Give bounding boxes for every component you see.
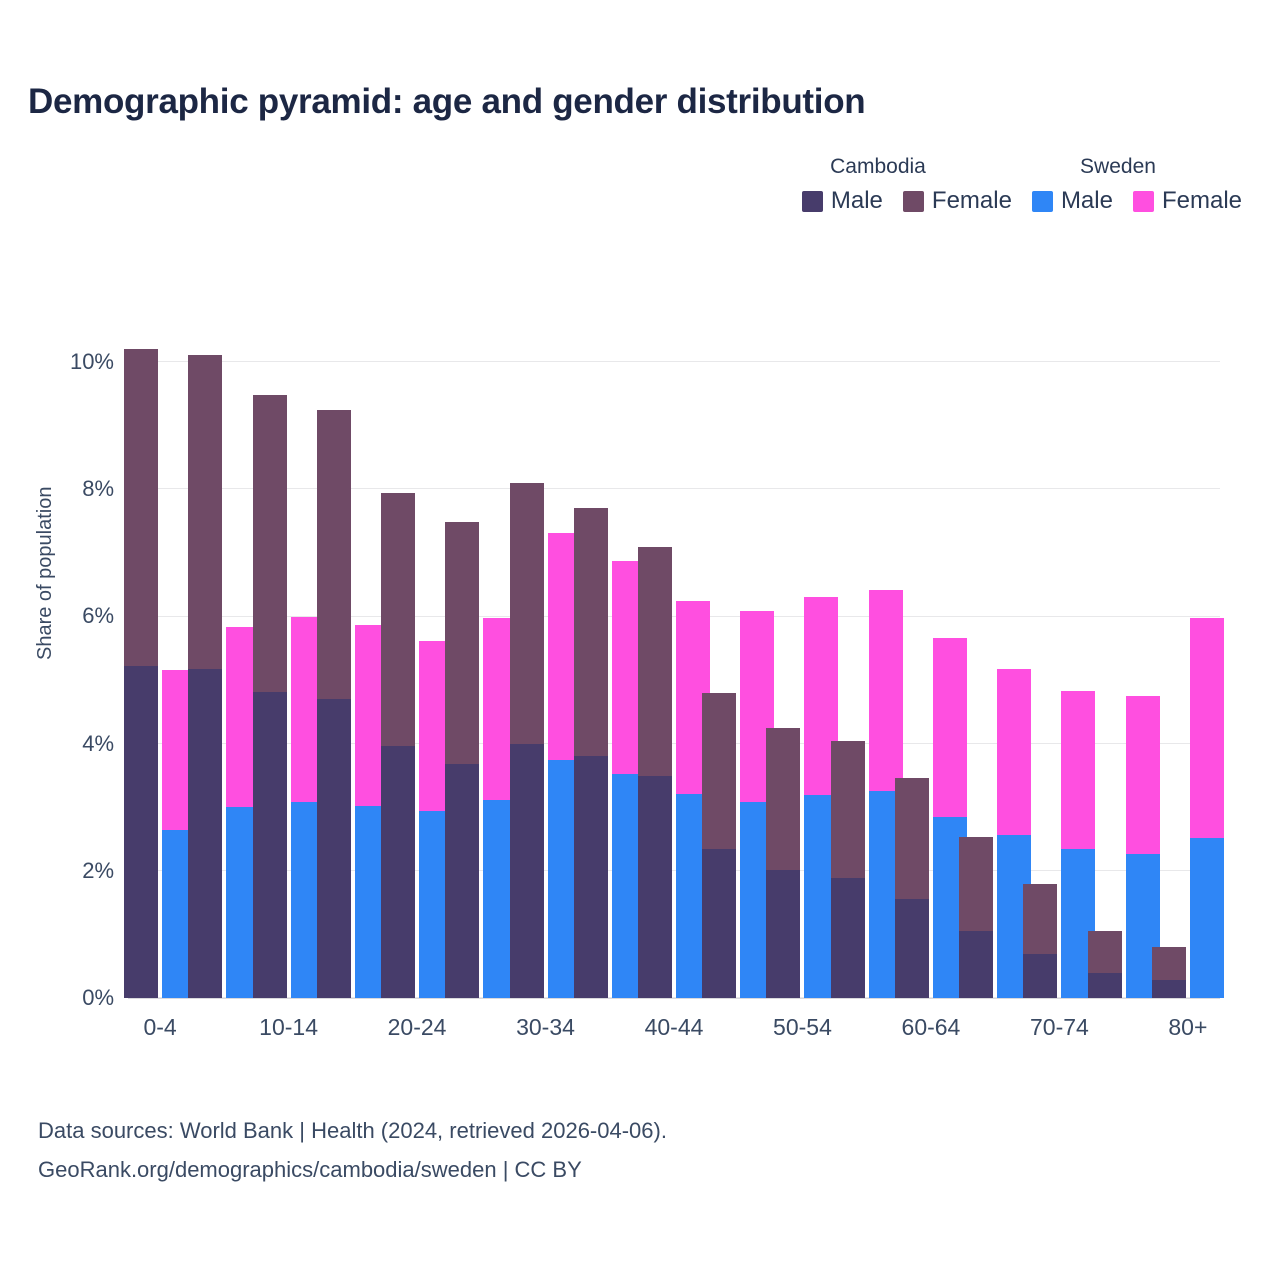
legend-swatch-icon — [1032, 191, 1053, 212]
bar-group — [188, 324, 260, 998]
legend-label: Male — [830, 187, 883, 214]
bar-segment-cambodia-male[interactable] — [510, 744, 544, 998]
legend-swatch-icon — [802, 191, 823, 212]
bar-group — [124, 324, 196, 998]
bar-segment-cambodia-female[interactable] — [831, 741, 865, 878]
footer-line-1: Data sources: World Bank | Health (2024, retrieved 2026-04-06). — [38, 1118, 667, 1143]
bar-segment-cambodia-male[interactable] — [253, 692, 287, 998]
bar-segment-cambodia-female[interactable] — [124, 349, 158, 666]
legend-item-sweden-male[interactable] — [1032, 187, 1113, 215]
bar-segment-cambodia-male[interactable] — [574, 756, 608, 998]
legend-label: Male — [1060, 187, 1113, 214]
x-axis-tick-label: 60-64 — [901, 1014, 961, 1040]
bar-group — [1088, 324, 1160, 998]
legend-label: Female — [1161, 187, 1242, 214]
bar-segment-cambodia-female[interactable] — [959, 837, 993, 932]
footer-line-2: GeoRank.org/demographics/cambodia/sweden | CC BY — [38, 1156, 582, 1182]
bar-segment-cambodia-female[interactable] — [702, 693, 736, 849]
bar-segment-cambodia-female[interactable] — [1088, 931, 1122, 972]
bar-segment-cambodia-male[interactable] — [445, 764, 479, 998]
x-axis-tick-label: 0-4 — [143, 1014, 177, 1040]
bar-segment-cambodia-female[interactable] — [638, 547, 672, 777]
legend-label: Female — [931, 187, 1012, 214]
bar-segment-sweden-female[interactable] — [1190, 618, 1224, 838]
bar-segment-cambodia-male[interactable] — [638, 776, 672, 998]
bar-segment-cambodia-female[interactable] — [510, 483, 544, 744]
x-axis-tick-label: 10-14 — [259, 1014, 318, 1040]
x-axis-tick-label: 70-74 — [1029, 1014, 1089, 1040]
bar-group — [959, 324, 1031, 998]
bar-segment-cambodia-female[interactable] — [895, 778, 929, 899]
bar-segment-cambodia-male[interactable] — [317, 699, 351, 998]
bar-group — [574, 324, 646, 998]
bar-segment-cambodia-female[interactable] — [253, 395, 287, 691]
bar-group — [831, 324, 903, 998]
y-axis-label: Share of population — [34, 486, 56, 660]
bar-segment-cambodia-male[interactable] — [831, 878, 865, 998]
legend-item-cambodia-female[interactable] — [903, 187, 1012, 215]
bar-group — [1023, 324, 1095, 998]
legend-swatch-icon — [1133, 191, 1154, 212]
bar-segment-cambodia-female[interactable] — [766, 728, 800, 869]
bar-segment-cambodia-female[interactable] — [188, 355, 222, 668]
plot-area — [128, 324, 1220, 998]
bar-group — [510, 324, 582, 998]
x-axis-tick-label: 80+ — [1168, 1014, 1208, 1040]
chart-legend — [762, 155, 1242, 215]
bar-segment-cambodia-female[interactable] — [574, 508, 608, 756]
bar-segment-cambodia-female[interactable] — [1152, 947, 1186, 981]
bar-group — [766, 324, 838, 998]
bar-segment-cambodia-male[interactable] — [1088, 973, 1122, 998]
legend-swatch-icon — [903, 191, 924, 212]
bar-segment-cambodia-male[interactable] — [1152, 980, 1186, 998]
bar-segment-cambodia-male[interactable] — [124, 666, 158, 998]
y-axis-tick-label: 0% — [82, 985, 114, 1010]
bar-group — [445, 324, 517, 998]
x-axis-tick-label: 20-24 — [387, 1014, 447, 1040]
bar-group — [253, 324, 325, 998]
bar-group — [895, 324, 967, 998]
bar-segment-cambodia-female[interactable] — [1023, 884, 1057, 953]
bar-segment-cambodia-female[interactable] — [317, 410, 351, 699]
bar-segment-cambodia-female[interactable] — [445, 522, 479, 764]
y-axis-tick-label: 6% — [82, 603, 114, 629]
bar-group — [317, 324, 389, 998]
bar-segment-cambodia-male[interactable] — [1023, 954, 1057, 999]
bar-segment-cambodia-male[interactable] — [766, 870, 800, 998]
legend-group-titles — [762, 155, 1242, 179]
legend-item-sweden-female[interactable] — [1133, 187, 1242, 215]
legend-group-title-cambodia: Cambodia — [830, 155, 926, 178]
x-axis-tick-label: 40-44 — [644, 1014, 704, 1040]
bar-segment-cambodia-male[interactable] — [895, 899, 929, 998]
bar-segment-sweden-male[interactable] — [1190, 838, 1224, 998]
legend-item-cambodia-male[interactable] — [802, 187, 883, 215]
bar-group — [381, 324, 453, 998]
x-axis-tick-label: 50-54 — [773, 1014, 832, 1040]
x-axis-tick-label: 30-34 — [516, 1014, 575, 1040]
legend-items — [762, 187, 1242, 215]
bar-segment-cambodia-male[interactable] — [381, 746, 415, 998]
bar-group — [1152, 324, 1224, 998]
legend-group-title-sweden: Sweden — [1080, 155, 1156, 178]
y-axis-tick-label: 2% — [82, 857, 114, 883]
bar-group — [702, 324, 774, 998]
y-axis-tick-label: 4% — [82, 730, 114, 756]
bar-segment-cambodia-male[interactable] — [188, 669, 222, 998]
chart-title: Demographic pyramid: age and gender distribution — [28, 82, 866, 121]
chart-footer — [38, 1112, 667, 1189]
bar-segment-cambodia-male[interactable] — [959, 931, 993, 998]
bar-segment-cambodia-male[interactable] — [702, 849, 736, 998]
y-axis-tick-label: 8% — [82, 476, 114, 502]
bar-group — [638, 324, 710, 998]
bar-segment-cambodia-female[interactable] — [381, 493, 415, 745]
y-axis-tick-label: 10% — [69, 349, 114, 375]
